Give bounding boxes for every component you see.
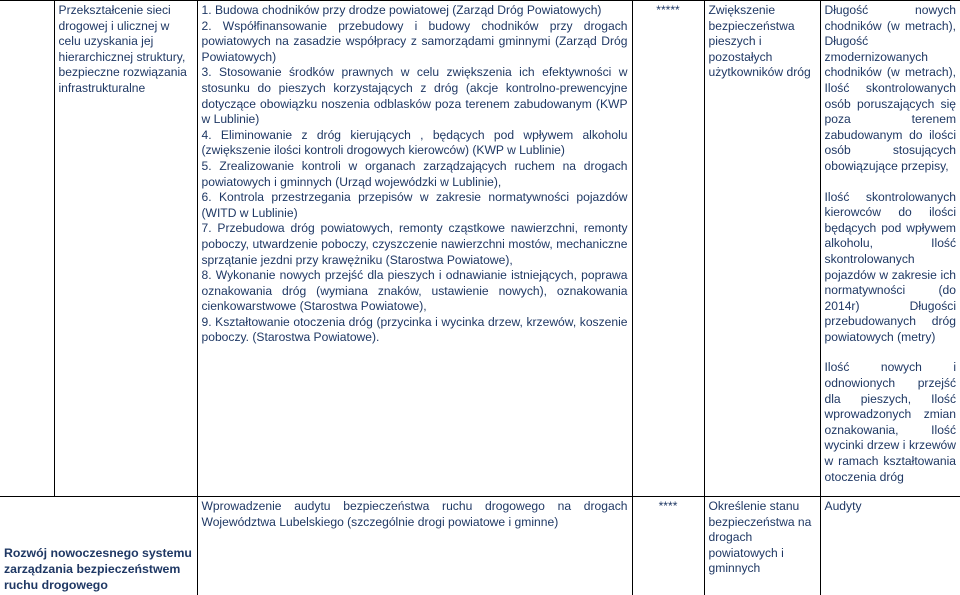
tasks-cell <box>197 1 632 497</box>
table-row <box>0 1 960 497</box>
task-item: 3. Stosowanie środków prawnych w celu zwiększenia ich efektywności w stosunku do pieszych korzystających z dróg (akcje kontrolno-prewencyjne dotyczące obowiązku noszenia odblasków poza terenem zabudowanym (KWP w Lublinie) <box>201 65 628 127</box>
goal-text: Rozwój nowoczesnego systemu zarządzania bezpieczeństwem ruchu drogowego <box>4 545 192 592</box>
effect-text: Zwiększenie bezpieczeństwa pieszych i pozostałych użytkowników dróg <box>708 3 811 80</box>
task-item: Wprowadzenie audytu bezpieczeństwa ruchu drogowego na drogach Województwa Lubelskiego (szczególnie drogi powiatowe i gminne) <box>201 499 628 529</box>
indicator-group: Długość nowych chodników (w metrach), Długość zmodernizowanych chodników (w metrach), Ilość skontrolowanych osób poruszających się poza terenem zabudowanym do ilości osób stosujących obowiązujące przepisy, <box>824 3 957 173</box>
task-item: 9. Kształtowanie otoczenia dróg (przycinka i wycinka drzew, krzewów, koszenie poboczy. (Starostwa Powiatowe). <box>201 314 628 345</box>
task-item: 7. Przebudowa dróg powiatowych, remonty cząstkowe nawierzchni, remonty poboczy, utwardzenie poboczy, czyszczenie nawierzchni mostów, mechaniczne sprzątanie jezdni przy krawężniku (Starostwa Powiatowe), <box>201 221 628 267</box>
task-item: 1. Budowa chodników przy drodze powiatowej (Zarząd Dróg Powiatowych) <box>201 3 602 17</box>
effect-cell <box>704 1 820 497</box>
task-item: 4. Eliminowanie z dróg kierujących , będących pod wpływem alkoholu (zwiększenie ilości kontroli drogowych kierowców) (KWP w Lublinie) <box>201 127 628 158</box>
effect-text: Określenie stanu bezpieczeństwa na drogach powiatowych i gminnych <box>708 499 812 576</box>
goal-cell-empty <box>0 1 54 497</box>
priority-stars: **** <box>658 499 678 513</box>
task-item: 8. Wykonanie nowych przejść dla pieszych i odnawianie istniejących, poprawa oznakowania dróg (wymiana znaków, ustawienie nowych), oznakowania cienkowarstwowe (Starostwa Powiatowe), <box>201 268 628 314</box>
priority-stars: ***** <box>656 3 680 17</box>
area-text: Przekształcenie sieci drogowej i ulicznej w celu uzyskania jej hierarchicznej struktury, bezpieczne rozwiązania infrastrukturalne <box>58 3 187 95</box>
goal-cell <box>0 497 197 595</box>
indicator-cell <box>820 497 960 595</box>
indicator-text: Audyty <box>824 499 862 513</box>
effect-cell <box>704 497 820 595</box>
priority-cell <box>632 497 704 595</box>
indicator-group: Ilość nowych i odnowionych przejść dla pieszych, Ilość wprowadzonych zmian oznakowania, Ilość wycinki drzew i krzewów w ramach kształtowania otoczenia dróg <box>824 360 957 484</box>
task-item: 2. Współfinansowanie przebudowy i budowy chodników przy drogach powiatowych na zasadzie współpracy z samorządami gminnymi (Zarząd Dróg Powiatowych) <box>201 18 628 64</box>
task-cell <box>197 497 632 595</box>
task-item: 6. Kontrola przestrzegania przepisów w zakresie normatywności pojazdów (WITD w Lublinie) <box>201 190 628 220</box>
priority-cell <box>632 1 704 497</box>
indicator-group: Ilość skontrolowanych kierowców do ilości będących pod wpływem alkoholu, Ilość skontrolowanych pojazdów w zakresie ich normatywności (do 2014r) Długości przebudowanych dróg powiatowych (metry) <box>824 189 957 344</box>
area-cell <box>54 1 197 497</box>
indicators-cell <box>820 1 960 497</box>
task-item: 5. Zrealizowanie kontroli w organach zarządzających ruchem na drogach powiatowych i gminnych (Urząd wojewódzki w Lublinie), <box>201 158 628 189</box>
table-row <box>0 497 960 595</box>
